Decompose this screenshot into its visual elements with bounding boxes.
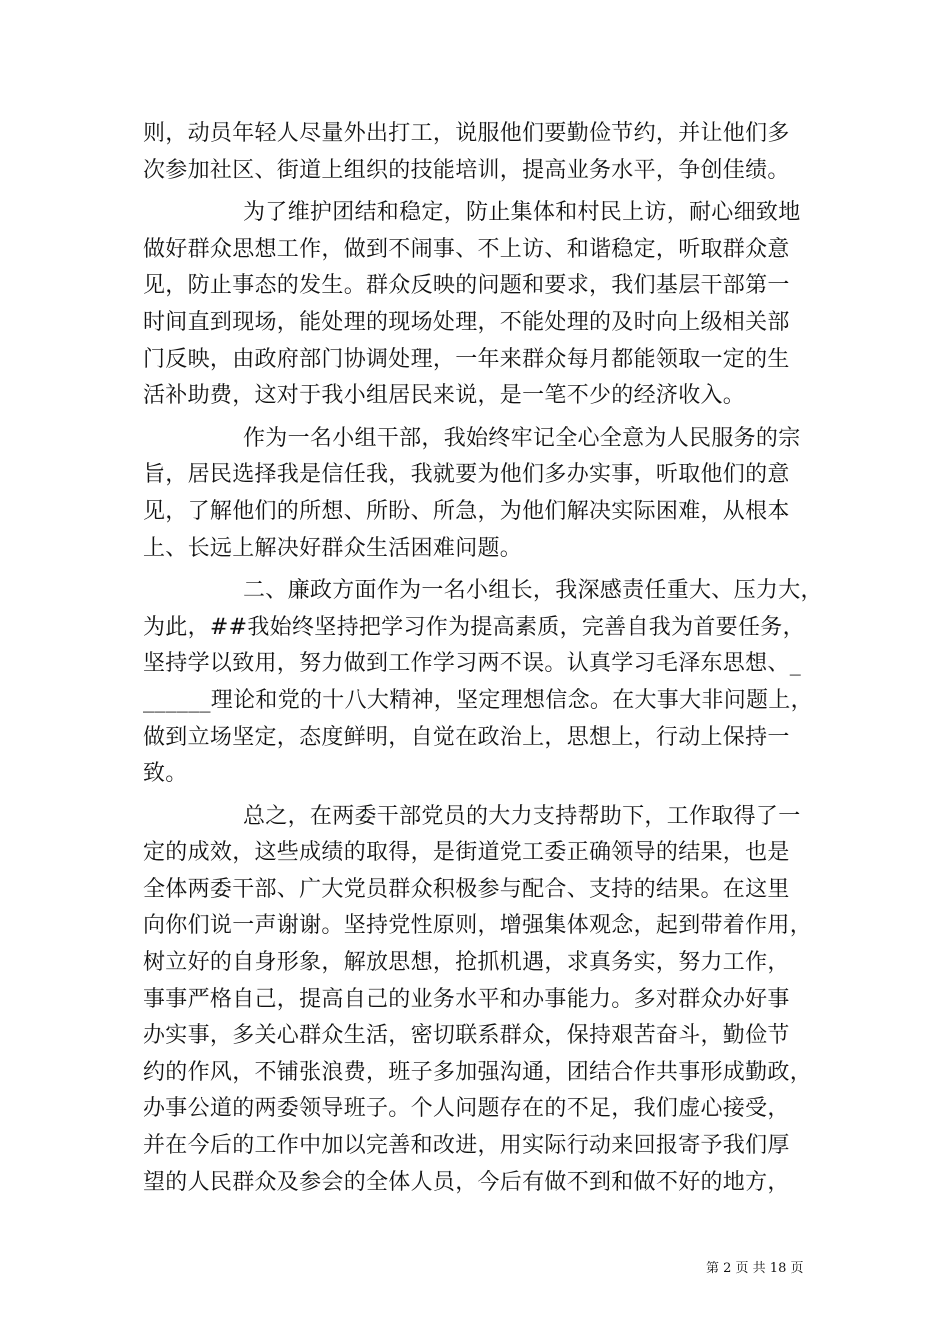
- text-line: 望的人民群众及参会的全体人员，今后有做不到和做不好的地方，: [143, 1169, 790, 1195]
- paragraph-1: [143, 116, 823, 189]
- text-line: 全体两委干部、广大党员群众积极参与配合、支持的结果。在这里: [143, 876, 790, 902]
- text-line: 向你们说一声谢谢。坚持党性原则，增强集体观念，起到带着作用，: [143, 913, 813, 939]
- text-line: 事事严格自己，提高自己的业务水平和办事能力。多对群众办好事: [143, 986, 790, 1012]
- text-line: 旨，居民选择我是信任我，我就要为他们多办实事，听取他们的意: [143, 462, 790, 488]
- text-line: 并在今后的工作中加以完善和改进，用实际行动来回报寄予我们厚: [143, 1133, 790, 1159]
- text-line: 致。: [143, 761, 188, 787]
- text-line: 约的作风，不铺张浪费，班子多加强沟通，团结合作共事形成勤政，: [143, 1059, 813, 1085]
- text-line: 门反映，由政府部门协调处理，一年来群众每月都能领取一定的生: [143, 346, 790, 372]
- text-line: 为此，##我始终坚持把学习作为提高素质，完善自我为首要任务，: [143, 614, 805, 640]
- body-text: [143, 116, 823, 1201]
- text-line: 定的成效，这些成绩的取得，是街道党工委正确领导的结果，也是: [143, 840, 790, 866]
- text-line: 二、廉政方面作为一名小组长，我深感责任重大、压力大，: [243, 578, 823, 604]
- text-line: 则，动员年轻人尽量外出打工，说服他们要勤俭节约，并让他们多: [143, 121, 790, 146]
- text-line: 树立好的自身形象，解放思想，抢抓机遇，求真务实，努力工作，: [143, 950, 790, 976]
- text-line: 总之，在两委干部党员的大力支持帮助下，工作取得了一: [243, 803, 801, 829]
- text-line: 做到立场坚定，态度鲜明，自觉在政治上，思想上，行动上保持一: [143, 724, 790, 750]
- text-line: 为了维护团结和稳定，防止集体和村民上访，耐心细致地: [243, 200, 801, 226]
- text-line: 上、长远上解决好群众生活困难问题。: [143, 535, 523, 561]
- paragraph-5: [143, 799, 823, 1202]
- paragraph-4: [143, 573, 823, 793]
- text-line: 次参加社区、街道上组织的技能培训，提高业务水平，争创佳绩。: [143, 157, 790, 183]
- text-line: 办实事，多关心群众生活，密切联系群众，保持艰苦奋斗，勤俭节: [143, 1023, 790, 1049]
- text-line: 坚持学以致用，努力做到工作学习两不误。认真学习毛泽东思想、_: [143, 651, 802, 677]
- text-line: 见，了解他们的所想、所盼、所急，为他们解决实际困难，从根本: [143, 498, 790, 524]
- paragraph-3: [143, 421, 823, 567]
- text-line: 办事公道的两委领导班子。个人问题存在的不足，我们虚心接受，: [143, 1096, 790, 1122]
- text-line: 活补助费，这对于我小组居民来说，是一笔不少的经济收入。: [143, 383, 746, 409]
- paragraph-2: [143, 195, 823, 415]
- text-line: 时间直到现场，能处理的现场处理，不能处理的及时向上级相关部: [143, 309, 790, 335]
- text-line: ______理论和党的十八大精神，坚定理想信念。在大事大非问题上，: [143, 687, 813, 713]
- text-line: 做好群众思想工作，做到不闹事、不上访、和谐稳定，听取群众意: [143, 236, 790, 262]
- text-line: 见，防止事态的发生。群众反映的问题和要求，我们基层干部第一: [143, 273, 790, 299]
- page-number-footer: 第 2 页 共 18 页: [706, 1261, 804, 1276]
- text-line: 作为一名小组干部，我始终牢记全心全意为人民服务的宗: [243, 425, 801, 451]
